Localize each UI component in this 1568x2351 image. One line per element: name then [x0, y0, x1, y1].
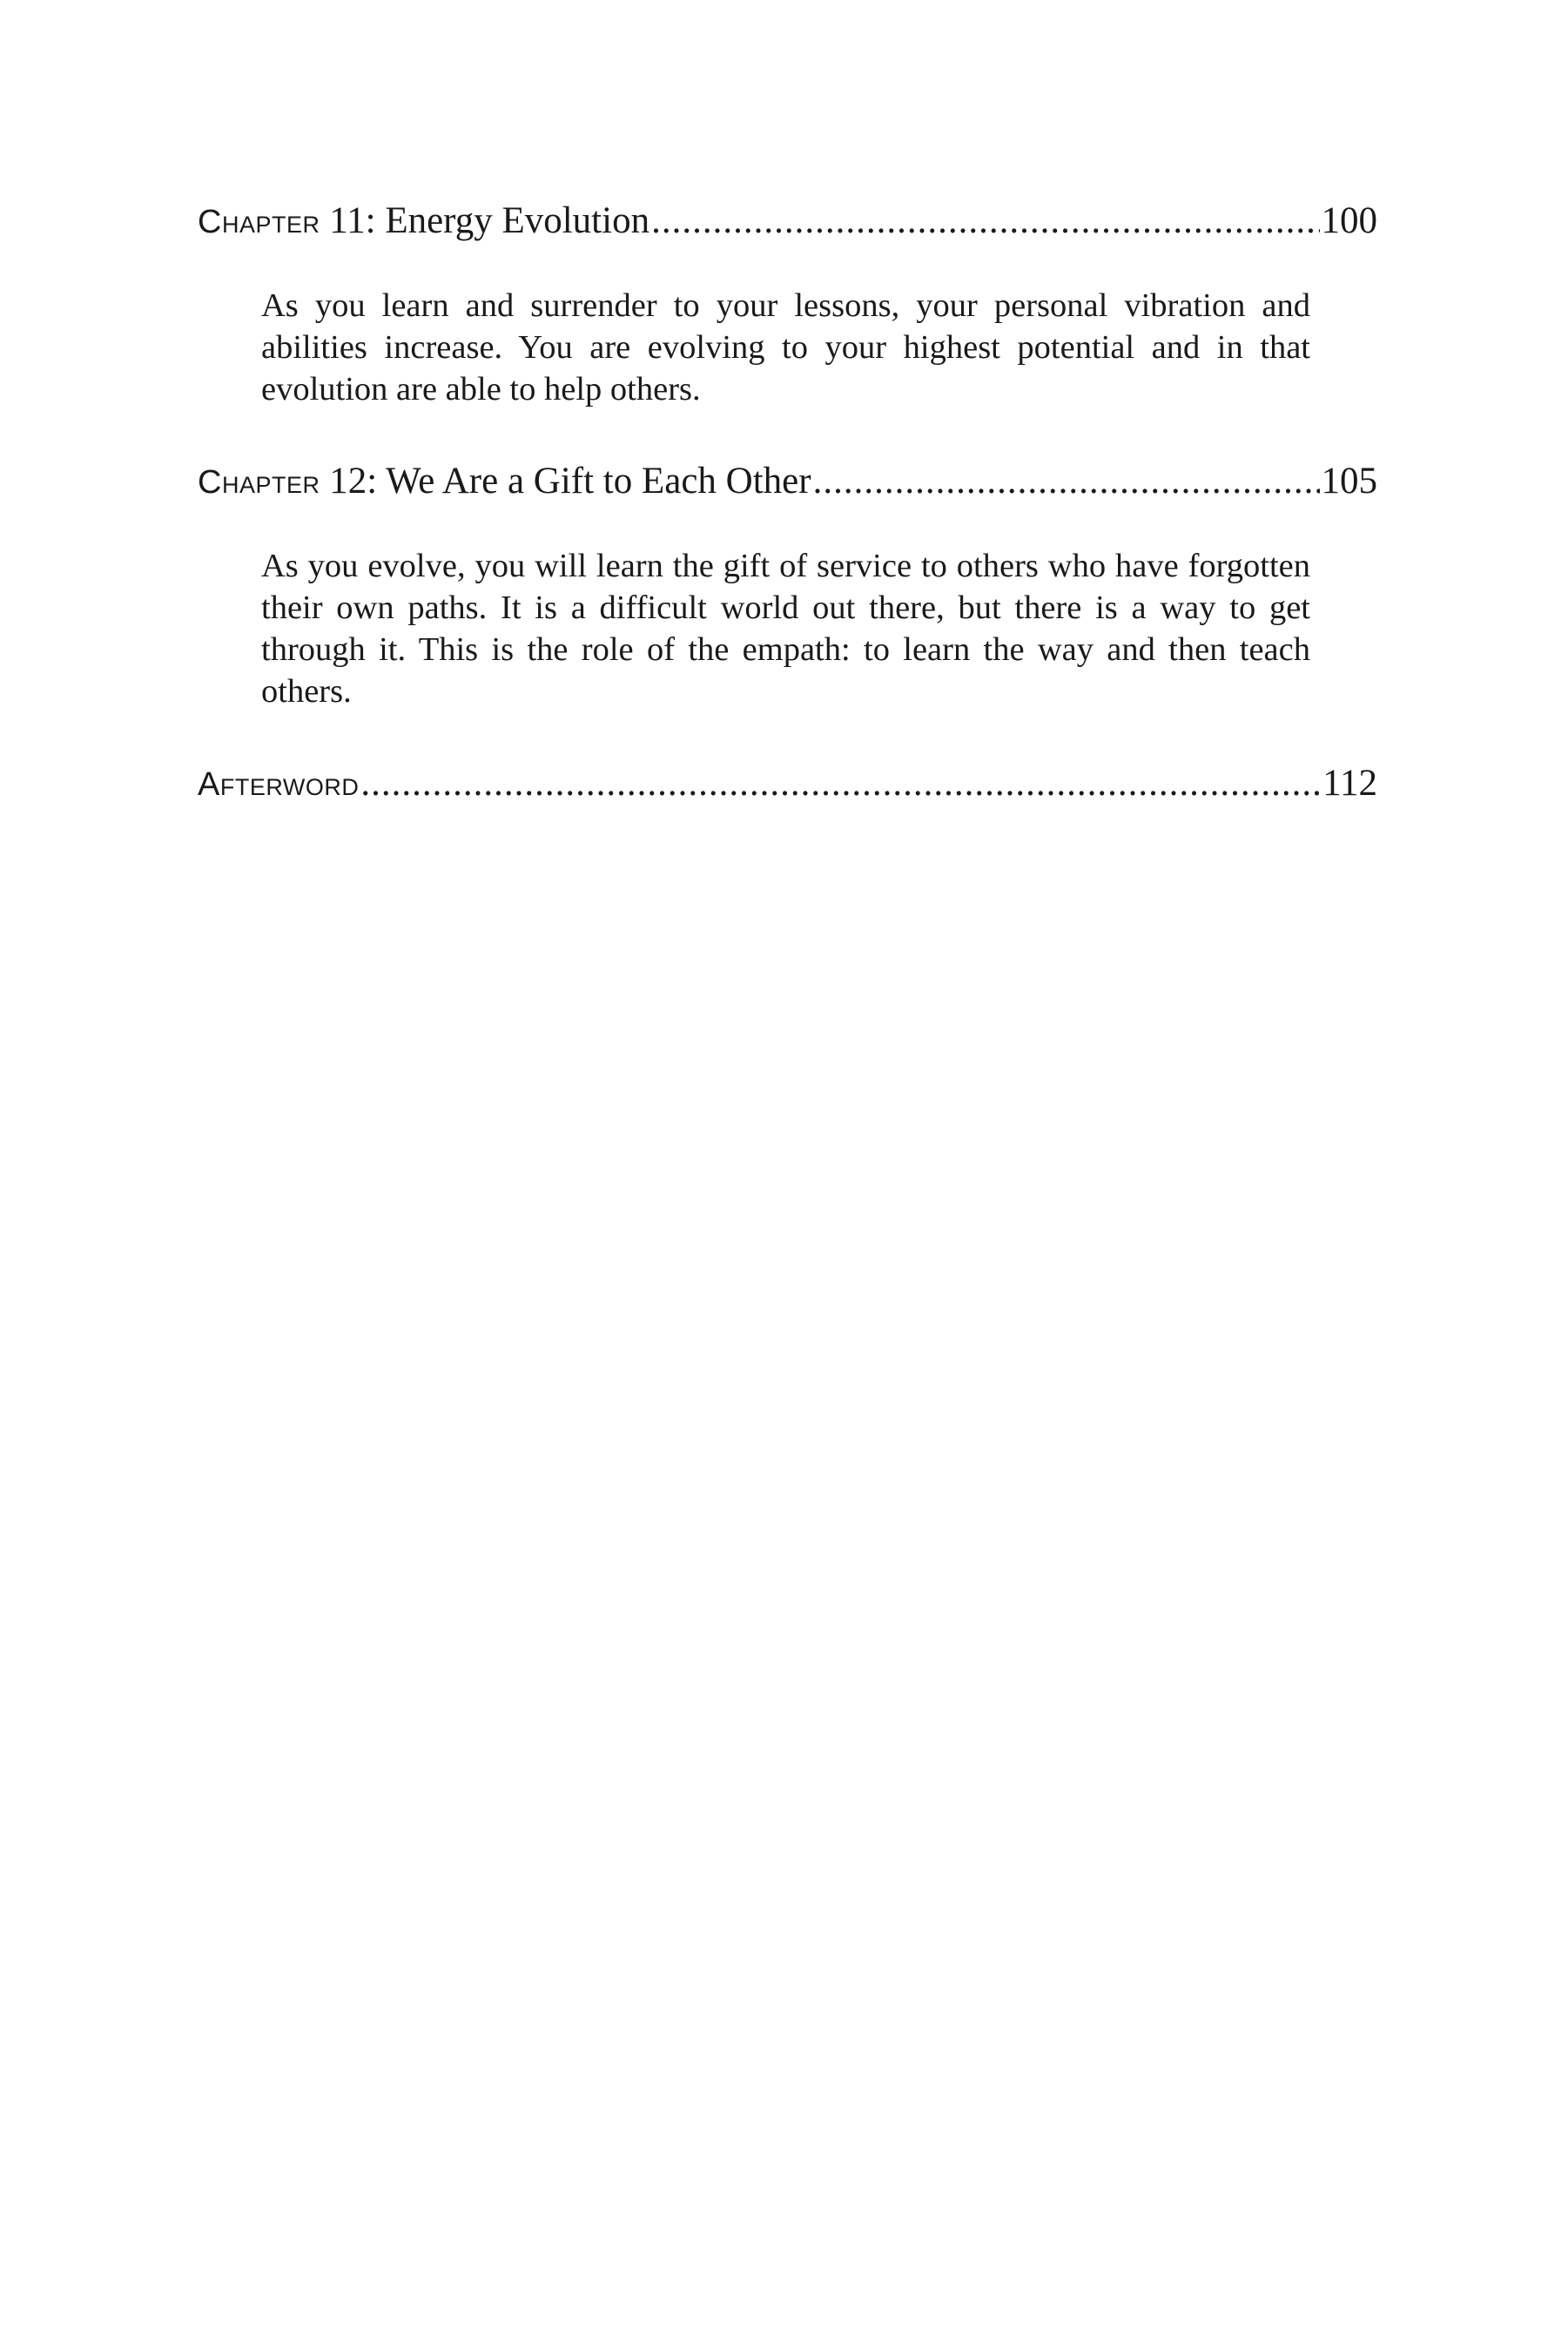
toc-entry-afterword [198, 756, 1377, 812]
afterword-label: Afterword [198, 766, 360, 803]
chapter-title-text: 11: Energy Evolution [320, 200, 650, 241]
toc-entry-line [198, 193, 1377, 250]
toc-entry-chapter-11 [198, 193, 1377, 410]
chapter-description: As you learn and surrender to your lessons, your personal vibration and abilities increase. You are evolving to your highest potential and in that evolution are able to help others. [261, 287, 1310, 408]
toc-entry-line [198, 756, 1377, 812]
chapter-title [198, 454, 811, 510]
page-number: 105 [1321, 461, 1377, 502]
chapter-description: As you evolve, you will learn the gift of service to others who have forgotten their own paths. It is a difficult world out there, but there is a way to get through it. This is the role of the empath: to learn the way and then teach others. [261, 548, 1310, 710]
chapter-label: Chapter [198, 204, 320, 240]
chapter-label: Chapter [198, 464, 320, 501]
toc-entry-line [198, 454, 1377, 510]
dot-leader [360, 756, 1321, 812]
chapter-title-text: 12: We Are a Gift to Each Other [320, 461, 811, 502]
table-of-contents [198, 193, 1377, 812]
afterword-title [198, 756, 359, 812]
dot-leader [813, 454, 1320, 509]
page-number: 100 [1321, 200, 1377, 241]
chapter-title [198, 193, 649, 250]
toc-entry-chapter-12 [198, 454, 1377, 712]
dot-leader [651, 193, 1319, 249]
page-number: 112 [1322, 763, 1377, 804]
